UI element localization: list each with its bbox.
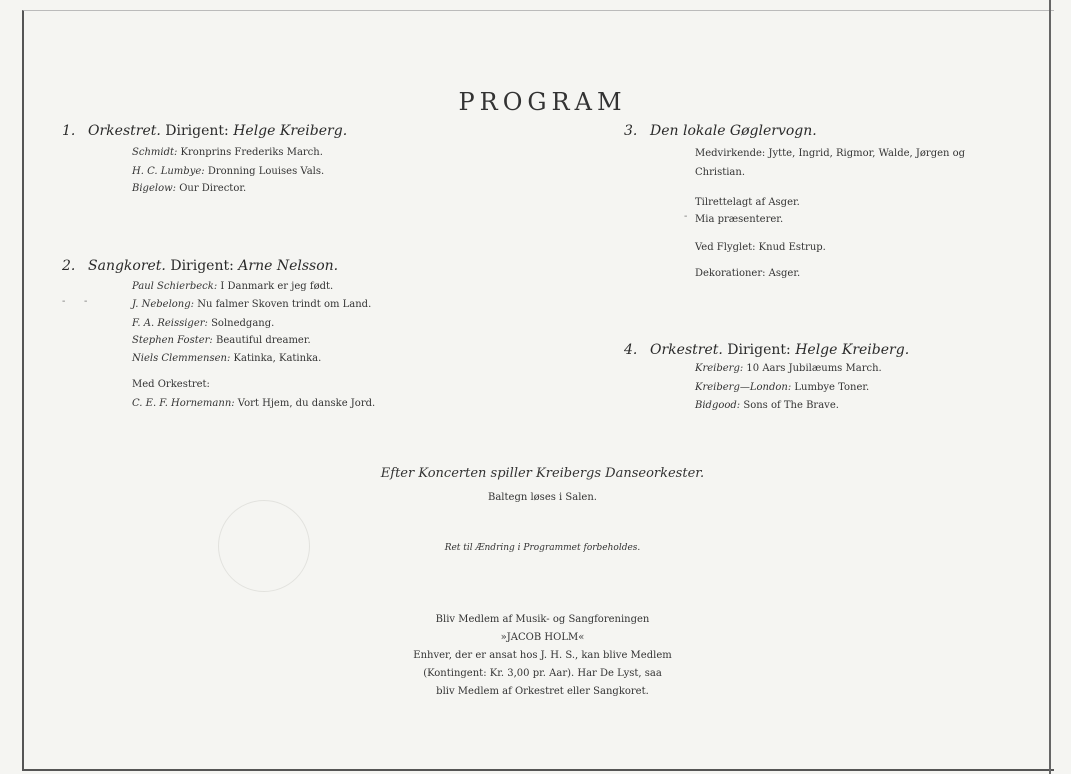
item-4-line-2	[695, 382, 869, 393]
piece: Kronprins Frederiks March.	[177, 147, 323, 158]
item-2-title: Sangkoret.	[88, 258, 166, 274]
membership-line-2: »JACOB HOLM«	[500, 632, 585, 643]
item-2-line-3	[132, 318, 274, 329]
margin-mark: -	[62, 296, 66, 307]
piece: Solnedgang.	[207, 318, 275, 329]
composer: Niels Clemmensen:	[132, 353, 231, 364]
item-3-decor: Dekorationer: Asger.	[695, 268, 801, 279]
item-1-line-2	[132, 166, 324, 177]
item-3-number: 3.	[624, 123, 638, 139]
item-2-line-2	[132, 299, 371, 310]
composer: J. Nebelong:	[132, 299, 195, 310]
item-2-conductor: Arne Nelsson.	[238, 258, 339, 274]
item-4-conductor: Helge Kreiberg.	[795, 342, 910, 358]
membership-line-5: bliv Medlem af Orkestret eller Sangkoret.	[436, 686, 649, 697]
program-title: PROGRAM	[458, 88, 627, 116]
item-1-conductor-label: Dirigent:	[160, 123, 234, 139]
item-3-arranged: Tilrettelagt af Asger.	[695, 197, 800, 208]
item-2-number: 2.	[62, 258, 76, 274]
piece: Beautiful dreamer.	[212, 335, 311, 346]
piece: Katinka, Katinka.	[230, 353, 322, 364]
item-2-line-6	[132, 398, 375, 409]
item-1-number: 1.	[62, 123, 76, 139]
item-4-number: 4.	[624, 342, 638, 358]
piece: 10 Aars Jubilæums March.	[743, 363, 882, 374]
item-2-line-5	[132, 353, 321, 364]
item-1-line-3	[132, 183, 246, 194]
composer: Paul Schierbeck:	[132, 281, 218, 292]
composer: Kreiberg—London:	[695, 382, 792, 393]
after-concert-note: Efter Koncerten spiller Kreibergs Danseorkester.	[380, 466, 705, 481]
item-1-title: Orkestret.	[88, 123, 161, 139]
composer: C. E. F. Hornemann:	[132, 398, 235, 409]
composer: Schmidt:	[132, 147, 178, 158]
item-1-heading	[62, 123, 347, 139]
item-2-heading	[62, 258, 338, 274]
membership-line-4: (Kontingent: Kr. 3,00 pr. Aar). Har De Lyst, saa	[423, 668, 662, 679]
item-4-conductor-label: Dirigent:	[722, 342, 796, 358]
reservation-note: Ret til Ændring i Programmet forbeholdes.	[444, 543, 641, 553]
item-2-line-1	[132, 281, 333, 292]
piece: Nu falmer Skoven trindt om Land.	[194, 299, 372, 310]
item-3-piano: Ved Flyglet: Knud Estrup.	[695, 242, 826, 253]
item-1-conductor: Helge Kreiberg.	[233, 123, 348, 139]
piece: Vort Hjem, du danske Jord.	[234, 398, 376, 409]
ballot-note: Baltegn løses i Salen.	[488, 492, 597, 503]
item-4-line-3	[695, 400, 839, 411]
item-3-title: Den lokale Gøglervogn.	[650, 123, 817, 139]
piece: I Danmark er jeg født.	[217, 281, 334, 292]
item-4-line-1	[695, 363, 882, 374]
item-3-heading	[624, 123, 817, 139]
item-2-conductor-label: Dirigent:	[165, 258, 239, 274]
item-3-presents: Mia præsenterer.	[695, 214, 784, 225]
composer: F. A. Reissiger:	[132, 318, 208, 329]
membership-line-3: Enhver, der er ansat hos J. H. S., kan blive Medlem	[413, 650, 672, 661]
composer: Bigelow:	[132, 183, 177, 194]
item-2-line-4	[132, 335, 311, 346]
item-3-performers-cont: Christian.	[695, 167, 745, 178]
piece: Lumbye Toner.	[791, 382, 870, 393]
item-1-line-1	[132, 147, 323, 158]
margin-mark: -	[684, 211, 688, 222]
composer: Stephen Foster:	[132, 335, 213, 346]
membership-line-1: Bliv Medlem af Musik- og Sangforeningen	[435, 614, 650, 625]
piece: Sons of The Brave.	[740, 400, 839, 411]
composer: Kreiberg:	[695, 363, 744, 374]
item-2-subheading: Med Orkestret:	[132, 379, 210, 390]
margin-mark: -	[84, 296, 88, 307]
item-4-heading	[624, 342, 909, 358]
item-3-performers: Medvirkende: Jytte, Ingrid, Rigmor, Walde, Jørgen og	[695, 148, 966, 159]
piece: Our Director.	[176, 183, 247, 194]
piece: Dronning Louises Vals.	[204, 166, 325, 177]
composer: H. C. Lumbye:	[132, 166, 205, 177]
composer: Bidgood:	[695, 400, 741, 411]
item-4-title: Orkestret.	[650, 342, 723, 358]
